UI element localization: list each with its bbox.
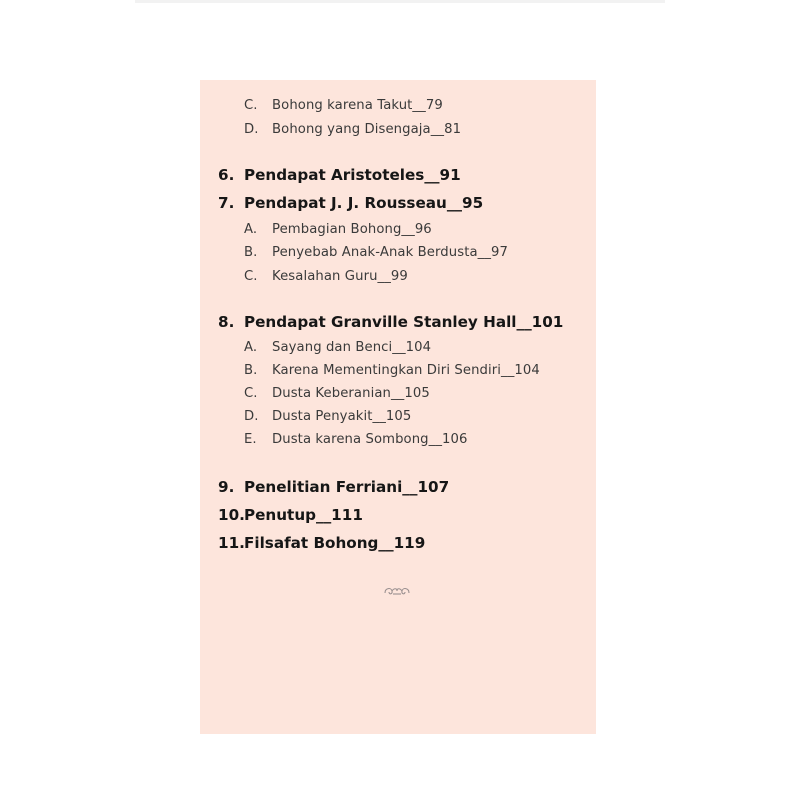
toc-chapter-number: 10.	[218, 506, 245, 524]
toc-chapter-text: Filsafat Bohong__119	[244, 534, 426, 552]
toc-subentry-text: Kesalahan Guru__99	[272, 268, 408, 284]
toc-chapter-number: 9.	[218, 478, 235, 496]
toc-chapter-text: Penelitian Ferriani__107	[244, 478, 450, 496]
toc-chapter-number: 7.	[218, 194, 235, 212]
toc-chapter	[218, 474, 449, 500]
toc-chapter-text: Pendapat Aristoteles__91	[244, 166, 461, 184]
toc-subentry	[244, 405, 411, 427]
toc-chapter-text: Pendapat J. J. Rousseau__95	[244, 194, 484, 212]
toc-chapter	[218, 530, 425, 556]
toc-subentry	[244, 382, 430, 404]
toc-chapter-number: 6.	[218, 166, 235, 184]
toc-subentry-letter: A.	[244, 221, 258, 237]
toc-chapter-number: 11.	[218, 534, 245, 552]
toc-chapter	[218, 162, 461, 188]
decorative-ornament-icon	[382, 584, 412, 598]
toc-subentry-letter: B.	[244, 362, 258, 378]
toc-chapter-text: Pendapat Granville Stanley Hall__101	[244, 313, 564, 331]
toc-subentry-text: Dusta karena Sombong__106	[272, 431, 468, 447]
toc-subentry-letter: C.	[244, 97, 258, 113]
toc-chapter-text: Penutup__111	[244, 506, 363, 524]
book-page	[200, 80, 596, 734]
toc-subentry-letter: B.	[244, 244, 258, 260]
toc-subentry-text: Bohong yang Disengaja__81	[272, 121, 462, 137]
toc-subentry	[244, 265, 408, 287]
toc-subentry-text: Penyebab Anak-Anak Berdusta__97	[272, 244, 509, 260]
toc-subentry	[244, 118, 461, 140]
toc-chapter	[218, 309, 563, 335]
toc-subentry-text: Dusta Penyakit__105	[272, 408, 412, 424]
toc-subentry	[244, 218, 432, 240]
toc-subentry-text: Dusta Keberanian__105	[272, 385, 430, 401]
toc-subentry-letter: E.	[244, 431, 257, 447]
toc-subentry-letter: C.	[244, 268, 258, 284]
toc-subentry	[244, 359, 540, 381]
toc-chapter	[218, 502, 363, 528]
toc-subentry-letter: D.	[244, 408, 259, 424]
toc-subentry-text: Karena Mementingkan Diri Sendiri__104	[272, 362, 540, 378]
toc-subentry-text: Bohong karena Takut__79	[272, 97, 443, 113]
toc-subentry	[244, 241, 508, 263]
toc-subentry-text: Sayang dan Benci__104	[272, 339, 432, 355]
toc-subentry-letter: A.	[244, 339, 258, 355]
toc-subentry	[244, 336, 431, 358]
toc-subentry-text: Pembagian Bohong__96	[272, 221, 432, 237]
toc-chapter-number: 8.	[218, 313, 235, 331]
top-divider	[135, 0, 665, 3]
toc-subentry-letter: C.	[244, 385, 258, 401]
toc-subentry	[244, 94, 443, 116]
toc-chapter	[218, 190, 483, 216]
toc-subentry-letter: D.	[244, 121, 259, 137]
toc-subentry	[244, 428, 468, 450]
